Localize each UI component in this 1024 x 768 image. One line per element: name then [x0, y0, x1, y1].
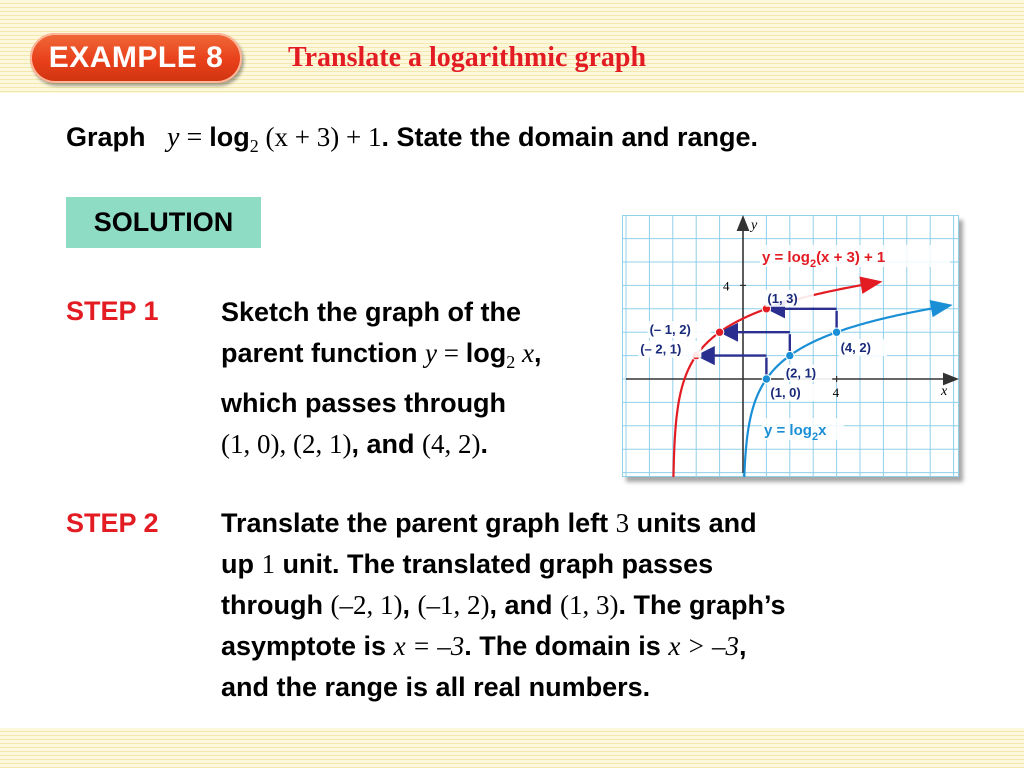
step2-line5: and the range is all real numbers. [221, 672, 651, 702]
step2-line1: Translate the parent graph left 3 units and [221, 508, 757, 538]
x-tick-label: 4 [832, 385, 840, 400]
step2-line4: asymptote is x = –3. The domain is x > –3, [221, 631, 747, 661]
parent-point [762, 375, 770, 383]
parent-point [786, 351, 794, 359]
log-graph [622, 215, 959, 477]
label-red-1 [638, 341, 701, 358]
problem-tail: . State the domain and range. [381, 122, 759, 152]
label-red-3 [765, 290, 813, 307]
point-label: (1, 3) [767, 290, 798, 306]
problem-eq-arg: (x + 3) + 1 [258, 122, 382, 152]
step1-line2: parent function $y = \log_2 x$, [221, 338, 542, 372]
step2-line3: through (–2, 1), (–1, 2), and (1, 3). The graph’s [221, 590, 786, 620]
problem-statement [66, 122, 758, 157]
solution-label: SOLUTION [66, 197, 261, 248]
step1-label: STEP 1 [66, 296, 159, 326]
step1-line1: Sketch the graph of the [221, 297, 522, 327]
point-label: (2, 1) [785, 365, 817, 381]
point-label: (4, 2) [840, 340, 871, 356]
label-blue-1 [768, 384, 816, 401]
step2-line2: up 1 unit. The translated graph passes [221, 549, 714, 579]
problem-eq-log: log [209, 122, 250, 152]
point-label: (– 2, 1) [640, 341, 682, 357]
example-badge: EXAMPLE 8 [30, 33, 242, 83]
graph-panel [622, 215, 959, 477]
legend-blue: $y = \log_2x$ [764, 422, 827, 443]
y-tick-label: 4 [723, 278, 730, 294]
translated-curve [673, 283, 872, 477]
label-blue-3 [839, 339, 887, 356]
translated-point [715, 328, 723, 336]
label-red-2 [648, 321, 711, 338]
point-label: (– 1, 2) [649, 322, 691, 338]
step2-label: STEP 2 [66, 508, 159, 538]
problem-lead: Graph [66, 122, 146, 152]
step2-text [221, 503, 785, 708]
step1-line4: (1, 0), (2, 1), and (4, 2). [221, 429, 488, 459]
legend-red: $y = \log_2(x + 3) + 1$ [762, 249, 886, 270]
footer-band [0, 728, 1024, 768]
problem-eq-y: y [167, 122, 180, 153]
point-label: (1, 0) [770, 385, 801, 400]
parent-point [832, 328, 840, 336]
problem-eq-base: 2 [249, 136, 259, 156]
problem-eq-equals: = [179, 122, 210, 153]
step1-line3: which passes through [221, 388, 507, 418]
labels [638, 245, 950, 443]
y-axis-label: y [751, 218, 758, 233]
step1-text [221, 292, 541, 465]
label-blue-2 [784, 365, 832, 382]
x-axis-label: x [941, 384, 948, 399]
example-title: Translate a logarithmic graph [288, 42, 647, 73]
